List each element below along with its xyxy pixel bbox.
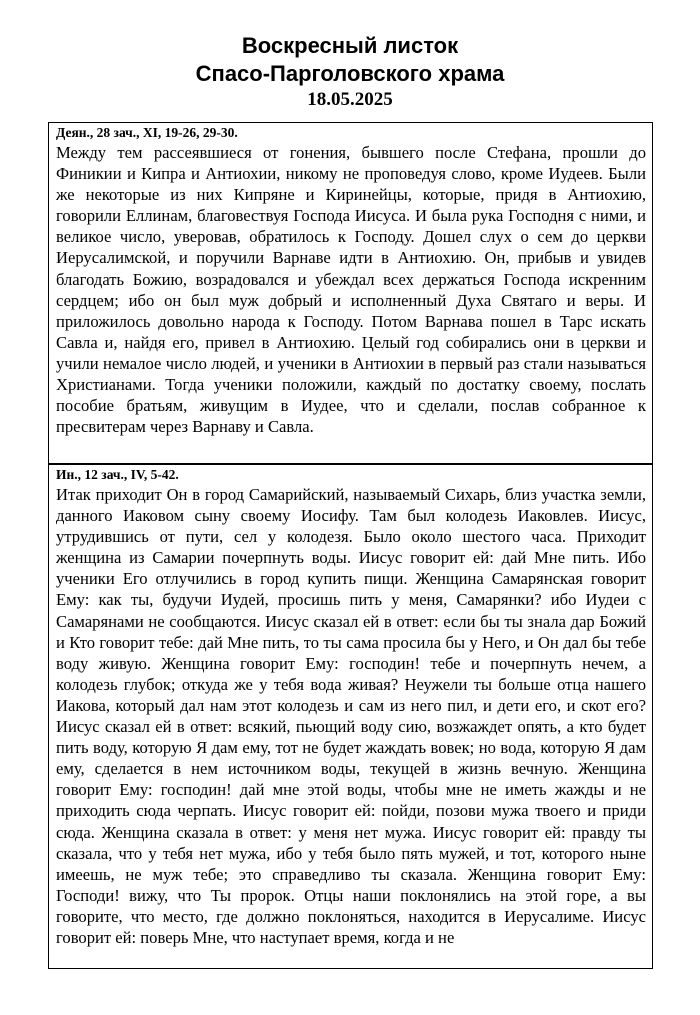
gospel-reading-text: Итак приходит Он в город Самарийский, называемый Сихарь, близ участка земли, данного Иаковом сыну своему Иосифу. Там был колодезь Иаковлев. Иисус, утрудившись от пути, сел у колодезя. Было около шестого часа. Приходит женщина из Самарии почерпнуть воды. Иисус говорит ей: дай Мне пить. Ибо ученики Его отлучились в город купить пищи. Женщина Самарянская говорит Ему: как ты, будучи Иудей, просишь пить у меня, Самарянки? ибо Иудеи с Самарянами не сообщаются. Иисус сказал ей в ответ: если бы ты знала дар Божий и Кто говорит тебе: дай Мне пить, то ты сама просила бы у Него, и Он дал бы тебе воду живую. Женщина говорит Ему: господин! тебе и почерпнуть нечем, а колодезь глубок; откуда же у тебя вода живая? Неужели ты больше отца нашего Иакова, который дал нам этот колодезь и сам из него пил, и дети его, и скот его? Иисус сказал ей в ответ: всякий, пьющий воду сию, возжаждет опять, а кто будет пить воду, которую Я дам ему, тот не будет жаждать вовек; но вода, которую Я дам ему, сделается в нем источником воды, текущей в жизнь вечную. Женщина говорит Ему: господин! дай мне этой воды, чтобы мне не иметь жажды и не приходить сюда черпать. Иисус говорит ей: пойди, позови мужа твоего и приди сюда. Женщина сказала в ответ: у меня нет мужа. Иисус говорит ей: правду ты сказала, что у тебя нет мужа, ибо у тебя было пять мужей, и тот, которого ныне имеешь, не муж тебе; это справедливо ты сказала. Женщина говорит Ему: Господи! вижу, что Ты пророк. Отцы наши поклонялись на этой горе, а вы говорите, что место, где должно поклоняться, находится в Иерусалиме. Иисус говорит ей: поверь Мне, что наступает время, когда и не bbox=[56, 485, 646, 947]
epistle-reading-reference: Деян., 28 зач., XI, 19-26, 29-30. bbox=[56, 125, 238, 140]
leaflet-title-line-1: Воскресный листок bbox=[241, 33, 459, 58]
gospel-reading-box bbox=[48, 464, 653, 969]
leaflet-date: 18.05.2025 bbox=[307, 89, 393, 110]
leaflet-title-line-2: Спасо-Парголовского храма bbox=[195, 61, 505, 86]
epistle-reading-box bbox=[48, 122, 653, 464]
epistle-reading-text: Между тем рассеявшиеся от гонения, бывшего после Стефана, прошли до Финикии и Кипра и Антиохии, никому не проповедуя слово, кроме Иудеев. Были же некоторые из них Кипряне и Киринейцы, которые, придя в Антиохию, говорили Еллинам, благовествуя Господа Иисуса. И была рука Господня с ними, и великое число, уверовав, обратилось к Господу. Дошел слух о сем до церкви Иерусалимской, и поручили Варнаве идти в Антиохию. Он, прибыв и увидев благодать Божию, возрадовался и убеждал всех держаться Господа искренним сердцем; ибо он был муж добрый и исполненный Духа Святаго и веры. И приложилось довольно народа к Господу. Потом Варнава пошел в Тарс искать Савла и, найдя его, привел в Антиохию. Целый год собирались они в церкви и учили немалое число людей, и ученики в Антиохии в первый раз стали называться Христианами. Тогда ученики положили, каждый по достатку своему, послать пособие братьям, живущим в Иудее, что и сделали, послав собранное к пресвитерам через Варнаву и Савла. bbox=[56, 143, 646, 437]
gospel-reading-reference: Ин., 12 зач., IV, 5-42. bbox=[56, 467, 179, 482]
leaflet-header bbox=[0, 32, 700, 111]
